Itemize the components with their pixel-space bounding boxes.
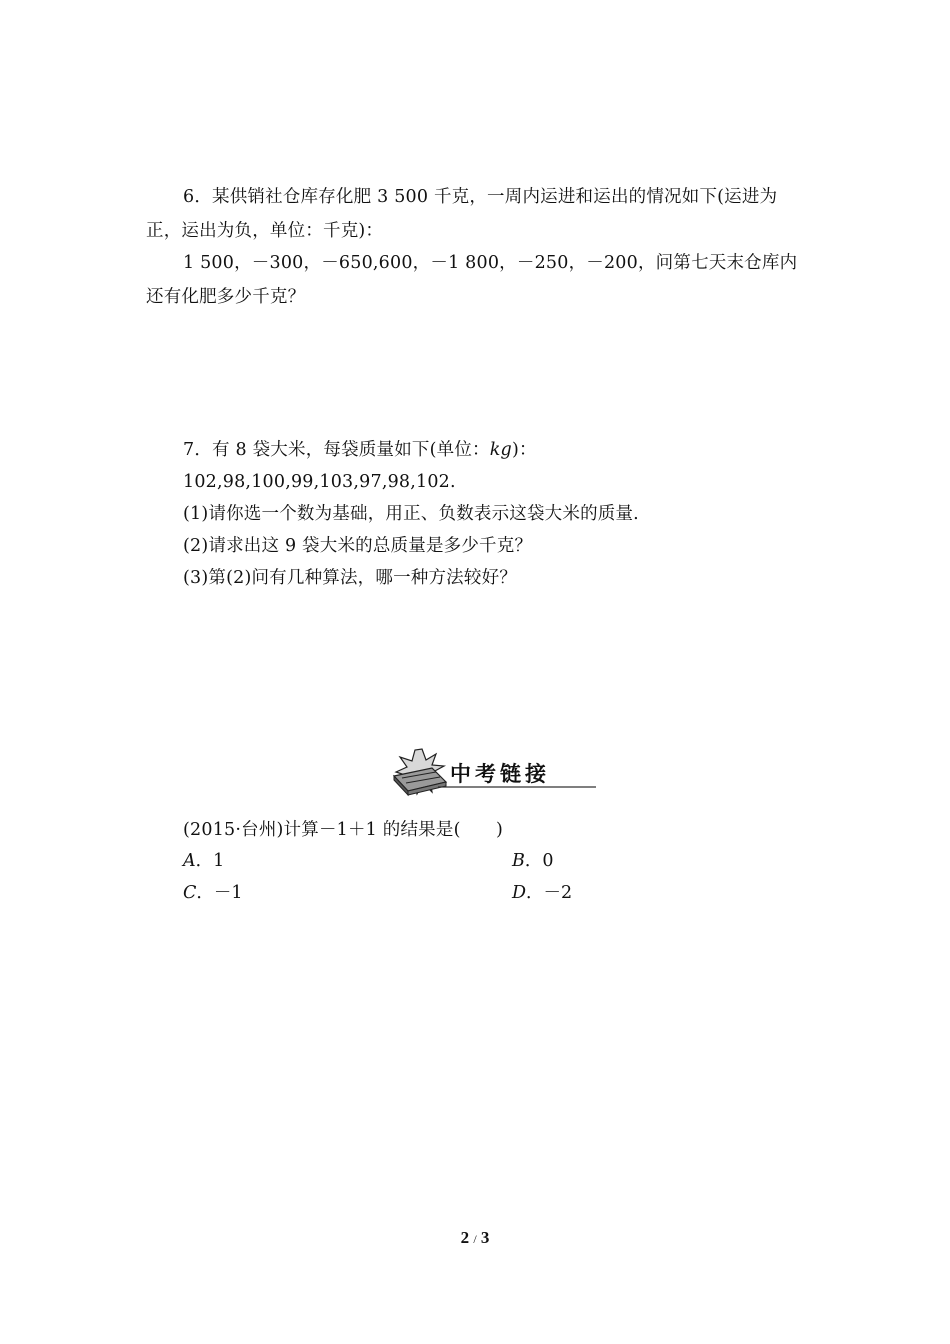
option-d-letter: D [512, 883, 527, 903]
page-number [0, 1228, 950, 1248]
question-7-part-3: (3)第(2)问有几种算法，哪一种方法较好？ [183, 568, 517, 588]
page-separator: / [473, 1232, 477, 1246]
option-c-letter: C [183, 883, 197, 903]
option-b-text: ．0 [524, 851, 554, 871]
option-c-text: ．－1 [196, 883, 243, 903]
question-6-data: 1 500，－300，－650,600，－1 800，－250，－200，问第七天末仓库内还有化肥多少千克？ [146, 253, 798, 307]
unit-kg: kg [489, 440, 512, 460]
question-7-text-pre: 7．有 8 袋大米，每袋质量如下(单位： [183, 440, 490, 460]
question-7-part-1: (1)请你选一个数为基础，用正、负数表示这袋大米的质量. [183, 504, 639, 524]
question-7-text-post: )： [511, 440, 537, 460]
option-b [512, 846, 554, 876]
question-6-text: 6．某供销社仓库存化肥 3 500 千克，一周内运进和运出的情况如下(运进为正，运出为负，单位：千克)： [146, 187, 778, 241]
option-d-text: ．－2 [526, 883, 573, 903]
option-d [512, 878, 572, 908]
option-b-letter: B [512, 851, 525, 871]
exam-link-banner [388, 748, 600, 798]
page-current: 2 [460, 1228, 470, 1247]
page-total: 3 [480, 1228, 490, 1247]
option-a-text: ．1 [195, 851, 225, 871]
question-7-part-2: (2)请求出这 9 袋大米的总质量是多少千克？ [183, 536, 533, 556]
question-7-data: 102,98,100,99,103,97,98,102. [183, 472, 456, 492]
banner-title: 中考链接 [450, 762, 550, 786]
option-c [183, 878, 243, 908]
question-7-text [183, 433, 823, 467]
option-a-letter: A [183, 851, 196, 871]
exam-question-stem: (2015·台州)计算－1＋1 的结果是( ) [183, 820, 504, 840]
option-a [183, 846, 224, 876]
